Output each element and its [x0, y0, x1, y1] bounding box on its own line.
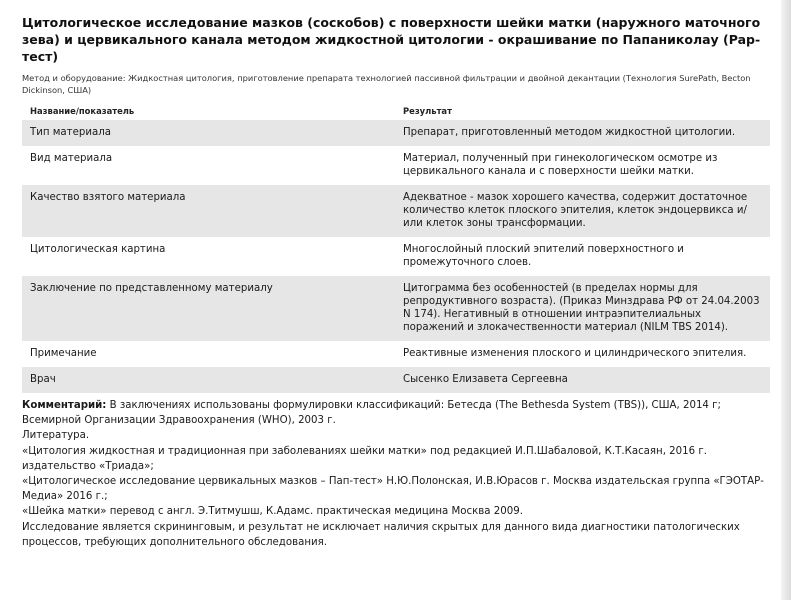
table-row — [22, 276, 770, 341]
literature-item: «Цитология жидкостная и традиционная при заболеваниях шейки матки» под редакцией И.П.Шабаловой, К.Т.Касаян, 2016 г. издательство «Триада»; — [22, 445, 707, 472]
row-name: Качество взятого материала — [22, 185, 395, 237]
row-name: Вид материала — [30, 153, 113, 164]
table-row — [22, 237, 770, 276]
row-value: Материал, полученный при гинекологическом осмотре из цервикального канала и с поверхности шейки матки. — [403, 153, 718, 177]
row-value: Сысенко Елизавета Сергеевна — [395, 367, 770, 393]
row-name: Примечание — [30, 348, 97, 359]
table-row — [22, 367, 770, 393]
row-value: Цитограмма без особенностей (в пределах нормы для репродуктивного возраста). (Приказ Минздрава РФ от 24.04.2003 N 174). Негативный в отношении интраэпителиальных поражений и злокачественности материал (NILM TBS 2014). — [395, 276, 770, 341]
row-name: Тип материала — [22, 120, 395, 146]
method-description: Метод и оборудование: Жидкостная цитология, приготовление препарата технологией пассивной фильтрации и двойной декантации (Технология SurePath, Becton Dickinson, США) — [22, 73, 751, 95]
column-header-result: Результат — [403, 106, 452, 116]
literature-item: «Цитологическое исследование цервикальных мазков – Пап-тест» Н.Ю.Полонская, И.В.Юрасов г. Москва издательская группа «ГЭОТАР-Медиа» 2016 г.; — [22, 476, 764, 503]
report-title: Цитологическое исследование мазков (соскобов) с поверхности шейки матки (наружного маточного зева) и цервикального канала методом жидкостной цитологии - окрашивание по Папаниколау (Pap-тест) — [22, 15, 761, 64]
table-row — [22, 341, 770, 367]
row-value: Реактивные изменения плоского и цилиндрического эпителия. — [403, 348, 747, 359]
row-value: Многослойный плоский эпителий поверхностного и промежуточного слоев. — [403, 244, 684, 268]
row-name: Цитологическая картина — [30, 244, 166, 255]
comment-paragraph — [22, 398, 770, 428]
report-page — [22, 14, 770, 550]
row-value: Адекватное - мазок хорошего качества, содержит достаточное количество клеток плоского эпителия, клеток эндоцервикса и/или клеток зоны трансформации. — [395, 185, 770, 237]
comment-section — [22, 398, 770, 550]
column-header-name: Название/показатель — [30, 106, 135, 116]
table-header-row — [22, 102, 770, 120]
literature-heading: Литература. — [22, 430, 90, 442]
literature-item: «Шейка матки» перевод с англ. Э.Титмушш, К.Адамс. практическая медицина Москва 2009. — [22, 506, 523, 518]
row-name: Заключение по представленному материалу — [22, 276, 395, 341]
screening-disclaimer: Исследование является скрининговым, и результат не исключает наличия скрытых для данного вида диагностики патологических процессов, требующих дополнительного обследования. — [22, 521, 740, 548]
page-edge-shadow — [781, 0, 791, 600]
row-value: Препарат, приготовленный методом жидкостной цитологии. — [395, 120, 770, 146]
table-row — [22, 185, 770, 237]
row-name: Врач — [22, 367, 395, 393]
table-row — [22, 120, 770, 146]
table-row — [22, 146, 770, 185]
comment-label: Комментарий: — [22, 400, 107, 411]
results-table — [22, 102, 770, 393]
comment-text: В заключениях использованы формулировки классификаций: Бетесда (The Bethesda System (TBS)), США, 2014 г; Всемирной Организации Здравоохранения (WHO), 2003 г. — [22, 400, 721, 427]
